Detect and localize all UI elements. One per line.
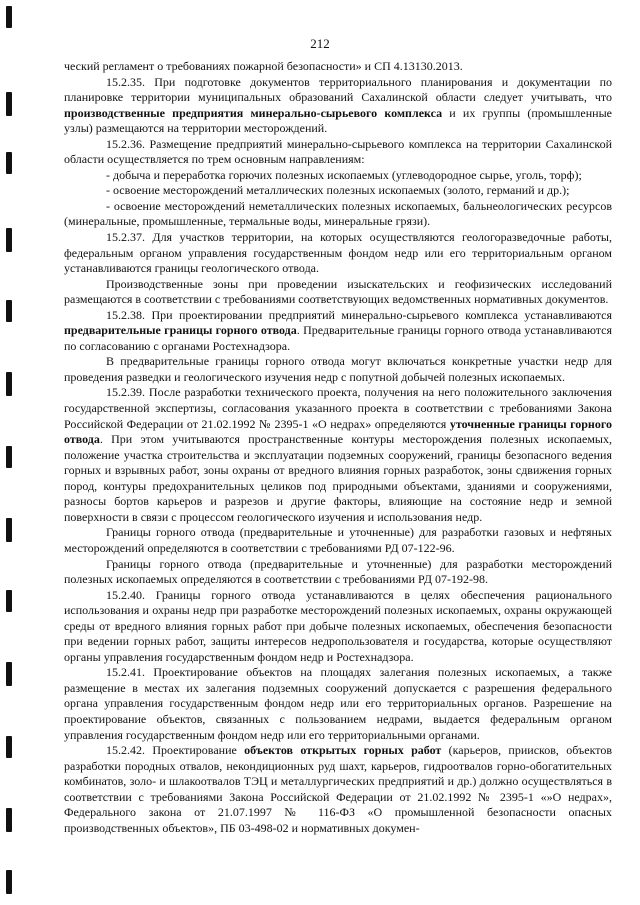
bold-text: производственные предприятия минерально-сырьевого комплекса (64, 105, 443, 120)
scan-mark (6, 92, 12, 116)
text-run: . Предварительные границы горного отвода устанавливаются по согласованию с органами Ростехнадзора. (64, 323, 612, 353)
text-run: 15.2.41. Проектирование объектов на площадях залегания полезных ископаемых, а также размещение в местах их залегания подземных сооружений допускается с разрешения федерального органа управления государственным фондом недр или его территориальных органов. Разрешение на проектирование объектов, связанных с пользованием недрами, выдается федеральным органом управления государственным фондом недр или его территориальными органами. (64, 665, 612, 742)
text-run: 15.2.40. Границы горного отвода устанавливаются в целях обеспечения рационального использования и охраны недр при разработке месторождений полезных ископаемых, охраны окружающей среды от вредного влияния горных работ при добыче полезных ископаемых, обеспечения безопасности при ведении горных работ, защиты интересов недропользователя и государства, которые осуществляют органы управления государственным фондом недр и Ростехнадзора. (64, 587, 612, 664)
text-run: Производственные зоны при проведении изыскательских и геофизических исследований размещаются в соответствии с требованиями соответствующих ведомственных нормативных документов. (64, 276, 612, 307)
text-run: (карьеров, приисков, объектов разработки породных отвалов, некондиционных руд шахт, карьеров, гидроотвалов горно-обогатительных комбинатов, золо- и шлакоотвалов ТЭЦ и металлургических предприятий и др.) должно осуществляться в соответствии с требованиями Закона Российской Федерации от 21.02.1992 № 2395-1 «»О недрах», Федерального закона от 21.07.1997 № 116-ФЗ «О промышленной безопасности опасных производственных объектов», ПБ 03-498-02 и нормативных докумен- (64, 743, 612, 835)
text-run: . При этом учитываются пространственные контуры месторождения полезных ископаемых, положение участка строительства и эксплуатации подземных сооружений, границы безопасного ведения горных и взрывных работ, зоны охраны от вредного влияния горных разработок, зоны сдвижения горных пород, контуры предохранительных целиков под природными объектами, зданиями и сооружениями, разносы бортов карьеров и разрезов и другие факторы, влияющие на состояние недр и земной поверхности в связи с процессом геологического изучения и использования недр. (64, 432, 612, 524)
text-run: В предварительные границы горного отвода могут включаться конкретные участки недр для проведения разведки и геологического изучения недр с попутной добычей полезных ископаемых. (64, 354, 612, 384)
text-run: - освоение месторождений металлических полезных ископаемых (золото, германий и др.); (106, 183, 570, 198)
document-body (64, 59, 612, 836)
text-run: 15.2.42. Проектирование (106, 743, 245, 758)
scan-mark (6, 808, 12, 832)
paragraph (64, 230, 612, 277)
text-run: 15.2.38. При проектировании предприятий минерально-сырьевого комплекса устанавливаются (106, 307, 612, 322)
scan-mark (6, 518, 12, 542)
paragraph (64, 308, 612, 355)
scan-mark (6, 6, 12, 28)
text-run: ческий регламент о требованиях пожарной безопасности» и СП 4.13130.2013. (64, 59, 463, 73)
bold-text: уточненные границы горного отвода (64, 416, 612, 447)
text-run: - добыча и переработка горючих полезных ископаемых (углеводородное сырье, уголь, торф); (106, 167, 582, 182)
paragraph (64, 75, 612, 137)
bold-text: предварительные границы горного отвода (64, 323, 297, 338)
page-number: 212 (310, 36, 330, 51)
paragraph (64, 588, 612, 666)
scan-mark (6, 372, 12, 396)
scan-mark (6, 870, 12, 894)
text-run: Границы горного отвода (предварительные и уточненные) для разработки месторождений полезных ископаемых определяются в соответствии с требованиями РД 07-192-98. (64, 556, 612, 587)
paragraph (64, 199, 612, 230)
text-run: 15.2.39. После разработки технического проекта, получения на него положительного заключения государственной экспертизы, согласования указанного проекта в соответствии с требованиями Закона Российской Федерации от 21.02.1992 № 2395-1 «О недрах» определяются (64, 385, 612, 431)
scan-margin-marks (6, 0, 14, 905)
scan-mark (6, 662, 12, 686)
text-run: 15.2.37. Для участков территории, на которых осуществляются геологоразведочные работы, федеральным органом управления государственным фондом недр или его территориальным органом устанавливаются границы геологического отвода. (64, 230, 612, 276)
paragraph (64, 277, 612, 308)
paragraph (64, 137, 612, 168)
text-run: 15.2.35. При подготовке документов территориального планирования и документации по планировке территории муниципальных образований Сахалинской области следует учитывать, что (64, 74, 612, 105)
paragraph (64, 183, 612, 199)
text-run: и их группы (промышленные узлы) размещаются на территории месторождений. (64, 105, 612, 136)
text-run: - освоение месторождений неметаллических полезных ископаемых, бальнеологических ресурсов (минеральные, промышленные, термальные воды, минеральные грязи). (64, 198, 612, 229)
scan-mark (6, 228, 12, 252)
scan-mark (6, 300, 12, 322)
bold-text: объектов открытых горных работ (244, 743, 442, 758)
scan-mark (6, 590, 12, 612)
scan-mark (6, 152, 12, 174)
paragraph (64, 385, 612, 525)
paragraph-continuation (64, 59, 612, 75)
text-run: 15.2.36. Размещение предприятий минерально-сырьевого комплекса на территории Сахалинской области осуществляется по трем основным направлениям: (64, 136, 612, 167)
paragraph (64, 557, 612, 588)
paragraph (64, 525, 612, 556)
paragraph (64, 665, 612, 743)
scan-mark (6, 446, 12, 468)
paragraph (64, 743, 612, 836)
paragraph (64, 354, 612, 385)
paragraph (64, 168, 612, 184)
scan-mark (6, 736, 12, 758)
text-run: Границы горного отвода (предварительные и уточненные) для разработки газовых и нефтяных месторождений определяются в соответствии с требованиями РД 07-122-96. (64, 525, 612, 555)
